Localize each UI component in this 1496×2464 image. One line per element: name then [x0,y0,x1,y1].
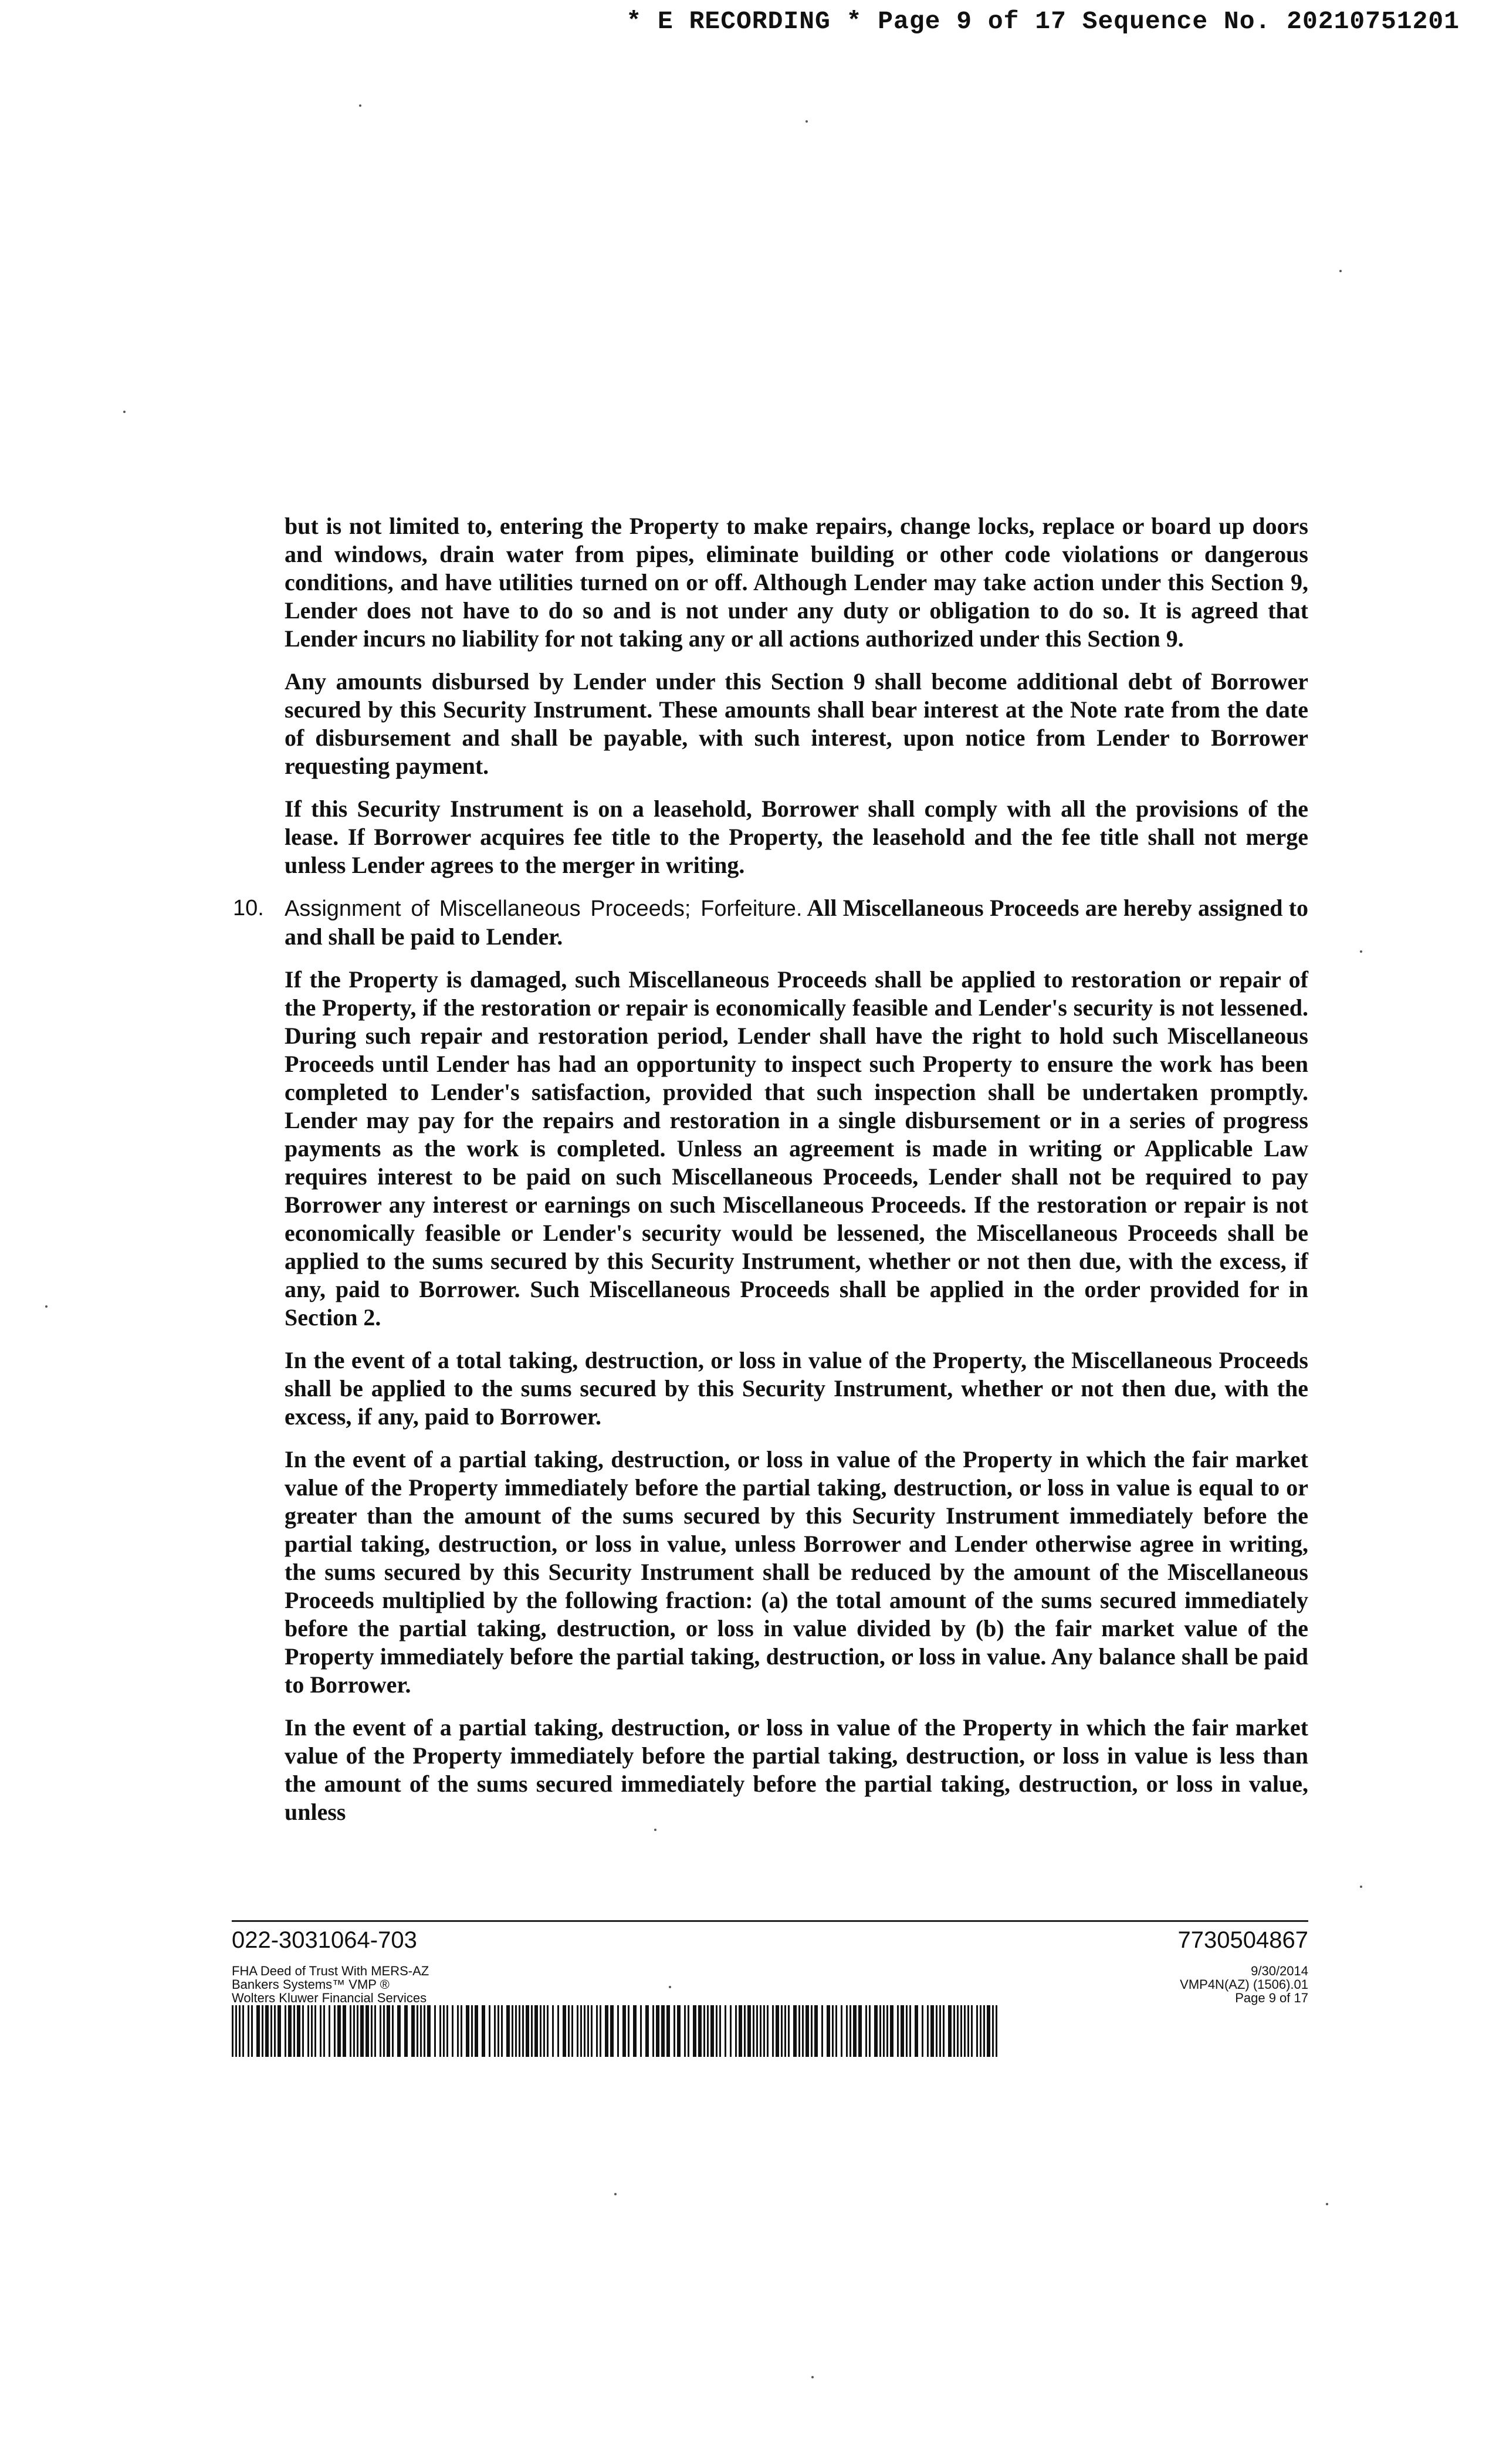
barcode-bar [265,2005,269,2057]
barcode-bar [788,2005,790,2057]
barcode-bar [466,2005,469,2057]
barcode-bar [610,2005,614,2057]
scan-speck [654,1829,656,1831]
section-10-heading: Assignment of Miscellaneous Proceeds; Forfeiture. [285,896,803,921]
barcode-bar [832,2005,834,2057]
footer-divider [232,1920,1308,1922]
barcode-bar [343,2005,346,2057]
scan-speck [805,120,808,123]
barcode-bar [314,2005,316,2057]
barcode-bar [673,2005,675,2057]
barcode-bar [688,2005,689,2057]
page-label: Page 9 of 17 [1235,1991,1308,2005]
barcode-bar [983,2005,985,2057]
barcode-bar [980,2005,981,2057]
barcode-bar [519,2005,520,2057]
barcode-bar [443,2005,445,2057]
barcode-bar [784,2005,786,2057]
barcode-bar [976,2005,978,2057]
barcode-bar [334,2005,336,2057]
paragraph-leasehold: If this Security Instrument is on a leasehold, Borrower shall comply with all the provisions of the lease. If Borrower acquires fee title to the Property, the leasehold and the fee title shall not merge unless Lender agrees to the merger in writing. [285,796,1308,878]
barcode-bar [846,2005,848,2057]
barcode-bar [901,2005,904,2057]
document-number: 7730504867 [1177,1927,1308,1953]
barcode-bar [417,2005,418,2057]
barcode-bar [323,2005,325,2057]
barcode-bar [927,2005,929,2057]
barcode-bar [849,2005,851,2057]
barcode-bar [307,2005,309,2057]
barcode-bar [571,2005,573,2057]
section-10-number: 10. [233,896,264,920]
barcode-bar [967,2005,969,2057]
barcode-bar [482,2005,485,2057]
barcode-bar [427,2005,431,2057]
barcode-bar [730,2005,732,2057]
barcode-bar [232,2005,233,2057]
barcode-bar [652,2005,654,2057]
barcode-bar [591,2005,593,2057]
barcode-bar [835,2005,837,2057]
barcode-bar [992,2005,994,2057]
barcode-bar [337,2005,341,2057]
barcode-bar [329,2005,330,2057]
barcode-bar [821,2005,823,2057]
barcode-bar [297,2005,300,2057]
barcode-bar [293,2005,295,2057]
paragraph-partial-taking-less: In the event of a partial taking, destruction, or loss in value of the Property in which the fair market value of the Property immediately before the partial taking, destruction, or loss in value is less than the amount of the sums secured immediately before the partial taking, destruction, or loss in value, unless [285,1714,1308,1825]
barcode-bar [684,2005,686,2057]
barcode-bar [772,2005,774,2057]
barcode-bar [387,2005,390,2057]
barcode-bar [760,2005,761,2057]
barcode-bar [577,2005,578,2057]
barcode-bar [628,2005,629,2057]
scan-speck [123,411,126,413]
barcode-bar [735,2005,737,2057]
barcode-bar [957,2005,959,2057]
barcode-bar [874,2005,878,2057]
barcode-bar [693,2005,696,2057]
barcode-bar [531,2005,533,2057]
barcode-bar [739,2005,742,2057]
section-10 [233,894,1308,951]
scan-speck [1326,2203,1328,2205]
barcode-bar [288,2005,292,2057]
barcode-bar [909,2005,911,2057]
barcode-bar [439,2005,441,2057]
barcode-bar [434,2005,436,2057]
barcode-bar [371,2005,373,2057]
barcode-bar [540,2005,541,2057]
barcode-bar [605,2005,608,2057]
barcode-bar [365,2005,369,2057]
barcode-bar [350,2005,351,2057]
scan-speck [614,2193,617,2195]
barcode-bar [996,2005,997,2057]
barcode-bar [879,2005,881,2057]
barcode-bar [584,2005,585,2057]
barcode-bar [793,2005,797,2057]
barcode-bar [890,2005,893,2057]
barcode-bar [622,2005,626,2057]
barcode-bar [471,2005,473,2057]
barcode-bar [802,2005,804,2057]
barcode-bar [489,2005,490,2057]
barcode-bar [374,2005,376,2057]
barcode-bar [948,2005,952,2057]
barcode-bar [383,2005,385,2057]
barcode-bar [971,2005,973,2057]
paragraph-total-taking: In the event of a total taking, destruction, or loss in value of the Property, the Miscellaneous Proceeds shall be applied to the sums secured by this Security Instrument, whether or not then due, with the excess, if any, paid to Borrower. [285,1347,1308,1430]
scan-speck [811,2376,814,2378]
form-info [232,1964,429,2005]
barcode-bar [506,2005,510,2057]
barcode-bar [475,2005,478,2057]
barcode-bar [285,2005,286,2057]
barcode-bar [235,2005,237,2057]
barcode-bar [242,2005,244,2057]
barcode-bar [360,2005,364,2057]
scan-speck [359,104,361,107]
barcode-bar [515,2005,517,2057]
barcode-bar [302,2005,304,2057]
barcode-bar [677,2005,681,2057]
scan-speck [1360,950,1362,953]
barcode-bar [853,2005,857,2057]
barcode-bar [841,2005,842,2057]
barcode-bar [277,2005,281,2057]
barcode-bar [424,2005,425,2057]
barcode-bar [805,2005,809,2057]
barcode-bar [666,2005,670,2057]
barcode-bar [497,2005,499,2057]
barcode-bar [865,2005,867,2057]
barcode-bar [781,2005,783,2057]
barcode-bar [767,2005,769,2057]
scan-speck [45,1305,48,1308]
form-meta [1180,1964,1308,2005]
barcode-bar [716,2005,717,2057]
barcode-bar [248,2005,249,2057]
barcode [232,2005,1003,2057]
barcode-bar [580,2005,582,2057]
form-vendor: Bankers Systems™ VMP ® [232,1977,390,1992]
barcode-bar [522,2005,524,2057]
barcode-bar [756,2005,758,2057]
paragraph-amounts-disbursed: Any amounts disbursed by Lender under this Section 9 shall become additional debt of Borrower secured by this Security Instrument. These amounts shall bear interest at the Note rate from the date of disbursement and shall be payable, with such interest, upon notice from Lender to Borrower requesting payment. [285,668,1308,779]
barcode-bar [719,2005,721,2057]
scan-speck [1360,1886,1362,1888]
barcode-bar [320,2005,321,2057]
barcode-bar [397,2005,401,2057]
barcode-bar [534,2005,538,2057]
barcode-bar [600,2005,601,2057]
paragraph-property-damaged: If the Property is damaged, such Miscellaneous Proceeds shall be applied to restoration or repair of the Property, if the restoration or repair is economically feasible and Lender's security is not lessened. During such repair and restoration period, Lender shall have the right to hold such Miscellaneous Proceeds until Lender has had an opportunity to inspect such Property to ensure the work has been completed to Lender's satisfaction, provided that such inspection shall be undertaken promptly. Lender may pay for the repairs and restoration in a single disbursement or in a series of progress payments as the work is completed. Unless an agreement is made in writing or Applicable Law requires interest to be paid on such Miscellaneous Proceeds, Lender shall not be required to pay Borrower any interest or earnings on such Miscellaneous Proceeds. If the restoration or repair is not economically feasible or Lender's security would be lessened, the Miscellaneous Proceeds shall be applied to the sums secured by this Security Instrument, whether or not then due, with the excess, if any, paid to Borrower. Such Miscellaneous Proceeds shall be applied in the order provided for in Section 2. [285,966,1308,1331]
barcode-bar [461,2005,462,2057]
barcode-bar [858,2005,862,2057]
barcode-bar [557,2005,559,2057]
section-10-intro [285,894,1308,951]
barcode-bar [411,2005,415,2057]
barcode-bar [753,2005,754,2057]
barcode-bar [869,2005,871,2057]
barcode-bar [640,2005,642,2057]
barcode-bar [906,2005,908,2057]
barcode-bar [633,2005,637,2057]
barcode-bar [543,2005,545,2057]
barcode-bar [707,2005,709,2057]
barcode-bar [811,2005,813,2057]
barcode-bar [747,2005,751,2057]
barcode-bar [239,2005,241,2057]
barcode-bar [596,2005,598,2057]
barcode-bar [552,2005,554,2057]
paragraph-section9-continued: but is not limited to, entering the Property to make repairs, change locks, replace or board up doors and windows, drain water from pipes, eliminate building or other code violations or dangerous conditions, and have utilities turned on or off. Although Lender may take action under this Section 9, Lender does not have to do so and is not under any duty or obligation to do so. It is agreed that Lender incurs no liability for not taking any or all actions authorized under this Section 9. [285,513,1308,652]
barcode-bar [763,2005,765,2057]
barcode-bar [661,2005,665,2057]
barcode-bar [645,2005,649,2057]
barcode-bar [494,2005,496,2057]
barcode-bar [960,2005,962,2057]
barcode-bar [274,2005,276,2057]
barcode-bar [256,2005,260,2057]
barcode-bar [512,2005,513,2057]
barcode-bar [311,2005,313,2057]
barcode-bar [457,2005,459,2057]
barcode-bar [698,2005,702,2057]
barcode-bar [953,2005,955,2057]
barcode-bar [357,2005,358,2057]
form-code: VMP4N(AZ) (1506).01 [1180,1977,1308,1992]
form-publisher: Wolters Kluwer Financial Services [232,1991,427,2005]
barcode-bar [725,2005,726,2057]
form-date: 9/30/2014 [1251,1964,1308,1978]
barcode-bar [420,2005,422,2057]
barcode-bar [251,2005,253,2057]
recording-header: * E RECORDING * Page 9 of 17 Sequence No. 20210751201 [626,7,1460,36]
barcode-bar [943,2005,945,2057]
document-body [233,512,1308,1841]
barcode-bar [814,2005,818,2057]
barcode-bar [452,2005,453,2057]
loan-number: 022-3031064-703 [232,1927,417,1953]
barcode-bar [563,2005,566,2057]
barcode-bar [964,2005,966,2057]
form-title: FHA Deed of Trust With MERS-AZ [232,1964,429,1978]
scan-speck [1339,270,1342,272]
barcode-bar [568,2005,570,2057]
barcode-bar [404,2005,408,2057]
barcode-bar [270,2005,272,2057]
barcode-bar [744,2005,746,2057]
barcode-bar [380,2005,381,2057]
barcode-bar [939,2005,941,2057]
barcode-bar [886,2005,888,2057]
barcode-bar [547,2005,549,2057]
barcode-bar [656,2005,659,2057]
barcode-bar [930,2005,934,2057]
barcode-bar [262,2005,263,2057]
barcode-bar [710,2005,714,2057]
section-10-lead-text: All Miscellaneous Proceeds are hereby assigned to and shall be paid to Lender. [285,895,1308,950]
barcode-bar [446,2005,448,2057]
barcode-bar [883,2005,885,2057]
paragraph-partial-taking-equal: In the event of a partial taking, destruction, or loss in value of the Property in which the fair market value of the Property immediately before the partial taking, destruction, or loss in value is equal to or greater than the amount of the sums secured by this Security Instrument immediately before the partial taking, destruction, or loss in value, unless Borrower and Lender otherwise agree in writing, the sums secured by this Security Instrument shall be reduced by the amount of the Miscellaneous Proceeds multiplied by the following fraction: (a) the total amount of the sums secured immediately before the partial taking, destruction, or loss in value divided by (b) the fair market value of the Property immediately before the partial taking, destruction, or loss in value. Any balance shall be paid to Borrower. [285,1446,1308,1698]
barcode-bar [617,2005,619,2057]
barcode-bar [526,2005,529,2057]
barcode-bar [897,2005,899,2057]
barcode-bar [776,2005,779,2057]
barcode-bar [501,2005,503,2057]
scan-speck [669,1986,671,1988]
barcode-bar [587,2005,589,2057]
barcode-bar [987,2005,990,2057]
barcode-bar [915,2005,918,2057]
barcode-bar [922,2005,923,2057]
barcode-bar [827,2005,830,2057]
barcode-bar [353,2005,355,2057]
barcode-bar [392,2005,394,2057]
barcode-bar [798,2005,800,2057]
barcode-bar [936,2005,937,2057]
barcode-bar [703,2005,705,2057]
